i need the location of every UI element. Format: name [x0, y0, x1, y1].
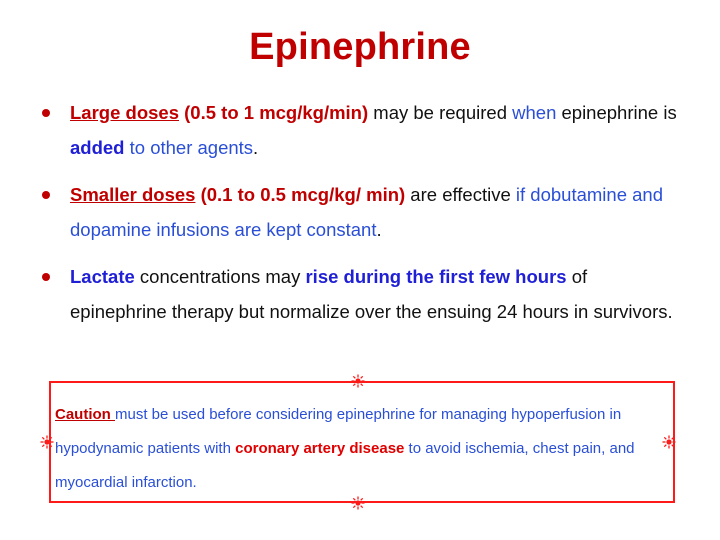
bullet-emphasis: Smaller doses [70, 184, 196, 205]
bullet-blue-emphasis: Lactate [70, 266, 135, 287]
sun-star-icon [662, 435, 676, 449]
bullet-item [42, 177, 682, 247]
dose-range: (0.5 to 1 mcg/kg/min) [184, 102, 369, 123]
bullet-dot-icon [42, 109, 50, 117]
sun-star-icon [40, 435, 54, 449]
sun-star-icon [351, 374, 365, 388]
bullet-item [42, 259, 682, 329]
caution-text [55, 398, 667, 500]
bullet-blue-text: to other agents [124, 137, 254, 158]
caution-highlight: coronary artery disease [235, 440, 405, 457]
bullet-dot-icon [42, 191, 50, 199]
bullet-list [42, 95, 682, 341]
bullet-text: epinephrine is [556, 102, 677, 123]
bullet-blue-text: if dobutamine and dopamine infusions are kept constant [70, 184, 663, 240]
bullet-text: concentrations may [134, 266, 306, 287]
bullet-blue-emphasis: rise during the first few hours [305, 266, 567, 287]
slide-title: Epinephrine [249, 26, 471, 68]
caution-body: to avoid ischemia, chest pain, and myocardial infarction. [55, 440, 635, 491]
bullet-emphasis: Large doses [70, 102, 179, 123]
bullet-dot-icon [42, 273, 50, 281]
bullet-blue-text: when [512, 102, 557, 123]
bullet-text: are effective [405, 184, 516, 205]
dose-range: (0.1 to 0.5 mcg/kg/ min) [200, 184, 406, 205]
bullet-item [42, 95, 682, 165]
caution-body: must be used before considering epinephrine for managing hypoperfusion in hypodynamic patients with [55, 406, 622, 457]
sun-star-icon [351, 496, 365, 510]
bullet-text: of epinephrine therapy but normalize over the ensuing 24 hours in survivors. [70, 266, 673, 322]
bullet-blue-emphasis: added [70, 137, 125, 158]
caution-label: Caution [55, 406, 115, 423]
bullet-text: . [253, 137, 259, 158]
bullet-text: may be required [368, 102, 513, 123]
bullet-text: . [376, 219, 382, 240]
